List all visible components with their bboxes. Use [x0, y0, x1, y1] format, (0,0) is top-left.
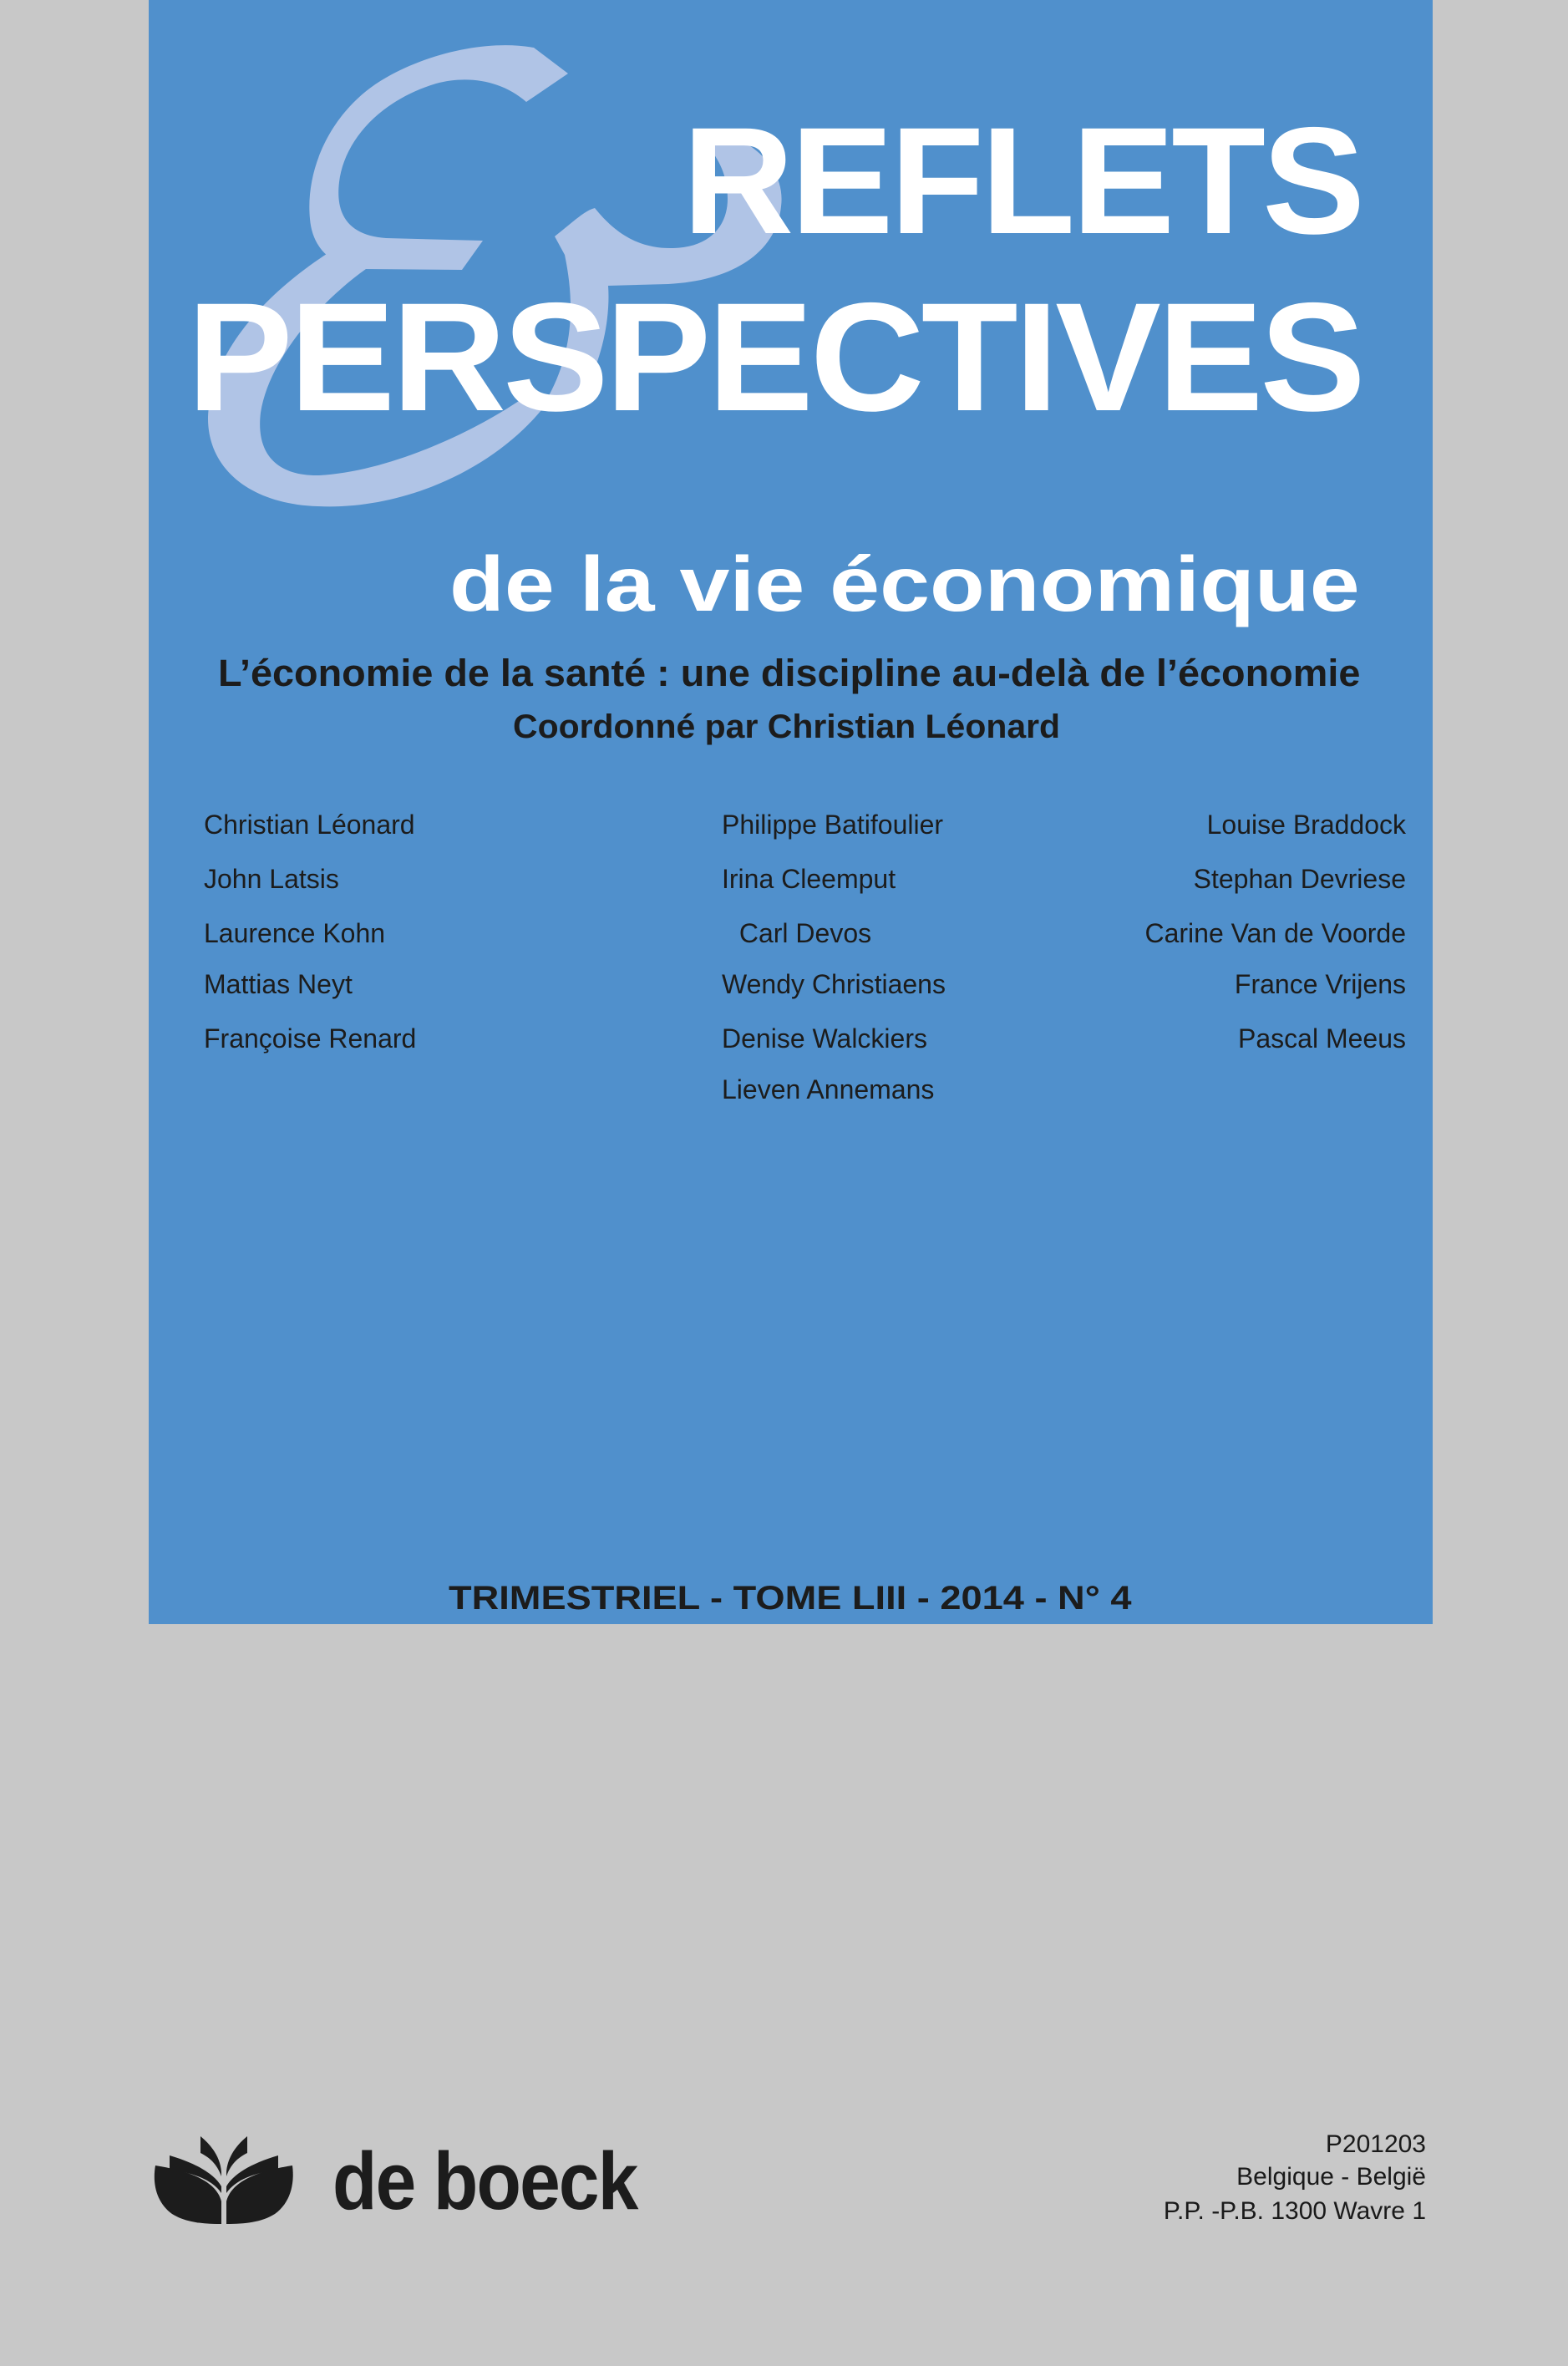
postal-country-line: Belgique - België	[1236, 2163, 1426, 2191]
author-name: Stephan Devriese	[1193, 864, 1406, 894]
author-name: Françoise Renard	[204, 1023, 417, 1054]
author-name: Denise Walckiers	[722, 1023, 927, 1054]
author-name: Irina Cleemput	[722, 864, 896, 894]
issue-info: TRIMESTRIEL - TOME LIII - 2014 - N° 4	[449, 1580, 1132, 1617]
publisher-name: de boeck	[332, 2135, 637, 2226]
author-name: Laurence Kohn	[204, 918, 386, 948]
postal-code-line: P201203	[1325, 2130, 1426, 2158]
lotus-leaves-icon	[152, 2135, 295, 2224]
author-name: Lieven Annemans	[722, 1074, 935, 1104]
issue-theme: L’économie de la santé : une discipline au-delà de l’économie	[217, 652, 1360, 694]
coordinator-line: Coordonné par Christian Léonard	[513, 708, 1061, 745]
title-perspectives: PERSPECTIVES	[187, 272, 1362, 444]
author-name: Carine Van de Voorde	[1144, 918, 1406, 948]
author-name: France Vrijens	[1234, 969, 1406, 999]
author-name: Carl Devos	[738, 918, 872, 948]
postal-office-line: P.P. -P.B. 1300 Wavre 1	[1163, 2197, 1426, 2225]
author-name: Mattias Neyt	[204, 969, 353, 999]
author-name: Philippe Batifoulier	[722, 810, 944, 840]
author-name: Christian Léonard	[204, 810, 415, 840]
author-name: Louise Braddock	[1206, 810, 1406, 840]
author-name: Pascal Meeus	[1238, 1023, 1406, 1054]
title-de-la-vie-economique: de la vie économique	[449, 541, 1360, 627]
title-reflets: REFLETS	[683, 95, 1362, 266]
author-name: Wendy Christiaens	[722, 969, 946, 999]
author-name: John Latsis	[204, 864, 339, 894]
